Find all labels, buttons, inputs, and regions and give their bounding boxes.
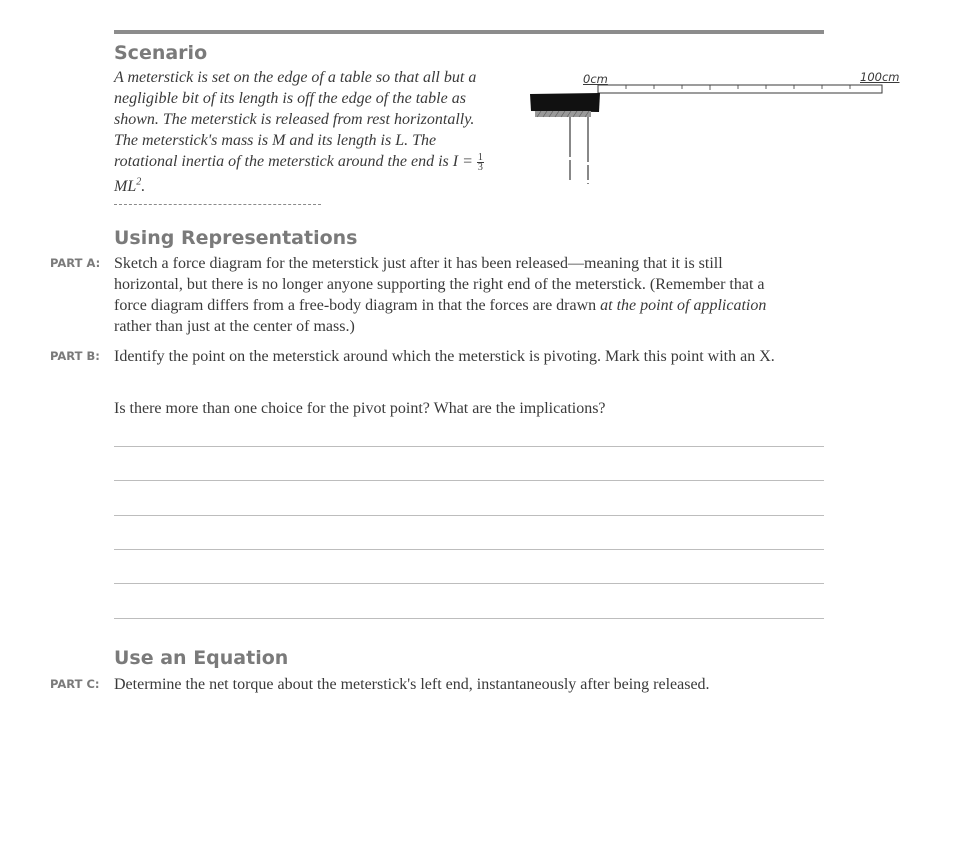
- answer-line[interactable]: [114, 583, 824, 584]
- equation-heading: Use an Equation: [114, 647, 289, 669]
- part-a-text-2: rather than just at the center of mass.): [114, 318, 355, 335]
- part-a-label: PART A:: [50, 256, 101, 270]
- part-b-label: PART B:: [50, 349, 100, 363]
- label-100cm: 100cm: [860, 70, 900, 84]
- meterstick: [598, 85, 882, 93]
- part-a-text-1: Sketch a force diagram for the meterstick just after it has been released—meaning that it is still horizontal, but there is no longer anyone supporting the right end of the meterstick. (Remember that a force diagram differs from a free-body diagram in that the forces are drawn: [114, 255, 765, 314]
- fraction-denominator: 3: [477, 161, 483, 173]
- part-a-italic: at the point of application: [600, 297, 767, 314]
- equation-exponent: 2: [136, 177, 142, 188]
- part-c-text: Determine the net torque about the meterstick's left end, instantaneously after being released.: [114, 676, 710, 693]
- representations-heading: Using Representations: [114, 227, 358, 249]
- part-b-question: Is there more than one choice for the pivot point? What are the implications?: [114, 400, 606, 417]
- label-0cm: 0cm: [583, 72, 608, 86]
- scenario-heading: Scenario: [114, 42, 208, 64]
- equation-rhs: ML: [114, 178, 137, 196]
- fraction: [477, 153, 484, 172]
- top-rule: [114, 30, 824, 34]
- part-a-text: [114, 253, 794, 337]
- answer-line[interactable]: [114, 515, 824, 516]
- scenario-description: [114, 67, 484, 197]
- table-top: [530, 93, 600, 112]
- meterstick-figure: [525, 64, 910, 189]
- equation-end: .: [141, 178, 146, 196]
- scenario-text: A meterstick is set on the edge of a table so that all but a negligible bit of its length is off the edge of the table as shown. The meterstick is released from rest horizontally. The meterstick's mass is M and its length is L. The rotational inertia of the meterstick around the end is: [114, 69, 477, 170]
- answer-line[interactable]: [114, 480, 824, 481]
- answer-line[interactable]: [114, 446, 824, 447]
- dashed-divider: [114, 204, 321, 205]
- answer-line[interactable]: [114, 549, 824, 550]
- fraction-numerator: 1: [477, 151, 483, 163]
- answer-line[interactable]: [114, 618, 824, 619]
- part-c-label: PART C:: [50, 677, 100, 691]
- part-b-text: Identify the point on the meterstick around which the meterstick is pivoting. Mark this point with an X.: [114, 348, 775, 365]
- equation-lhs: I =: [452, 153, 477, 170]
